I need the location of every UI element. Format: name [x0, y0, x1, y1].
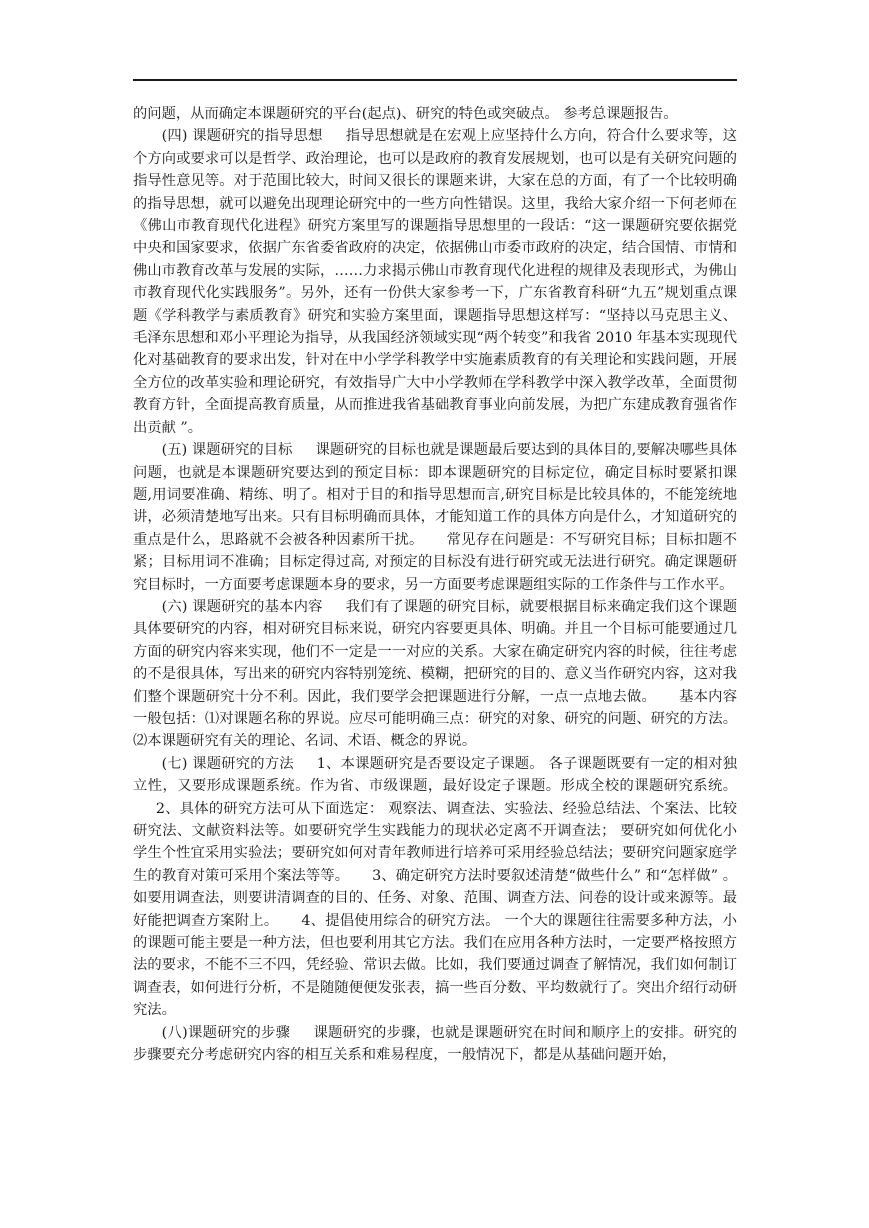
paragraph-research-methods: [133, 753, 737, 1022]
paragraph-basic-content: [133, 596, 737, 753]
section-heading: (四) 课题研究的指导思想: [161, 128, 323, 145]
text-run: 4、提倡使用综合的研究方法。 一个大的课题往往需要多种方法，小的课题可能主要是一种方法，但也要利用其它方法。我们在应用各种方法时，一定要严格按照方法的要求，不能不三不四，凭经验、常识去做。比如，我们要通过调查了解情况，我们如何制订调查表，如何进行分析，不是随随便便发张表，搞一些百分数、平均数就行了。突出介绍行动研究法。: [133, 912, 738, 1019]
section-heading: (六) 课题研究的基本内容: [161, 598, 323, 615]
paragraph-continuation: [133, 103, 737, 125]
text-run: 2、具体的研究方法可从下面选定： 观察法、调查法、实验法、经验总结法、个案法、比较研究法、文献资料法等。如要研究学生实践能力的现状必定离不开调查法； 要研究如何优化小学生个性宜采用实验法；要研究如何对青年教师进行培养可采用经验总结法；要研究问题家庭学生的教育对策可采用个案法等等。: [133, 800, 737, 884]
text-run: 我们有了课题的研究目标，就要根据目标来确定我们这个课题具体要研究的内容，相对研究目标来说，研究内容要更具体、明确。并且一个目标可能要通过几方面的研究内容来实现，他们不一定是一一对应的关系。大家在确定研究内容的时候，往往考虑的不是很具体，写出来的研究内容特别笼统、模糊，把研究的目的、意义当作研究内容，这对我们整个课题研究十分不利。因此，我们要学会把课题进行分解，一点一点地去做。: [133, 598, 738, 705]
text-run: 1、本课题研究是否要设定子课题。 各子课题既要有一定的相对独立性，又要形成课题系统。作为省、市级课题，最好设定子课题。形成全校的课题研究系统。: [133, 755, 738, 795]
section-heading: (八)课题研究的步骤: [161, 1024, 291, 1041]
text-run: 课题研究的目标也就是课题最后要达到的具体目的,要解决哪些具体问题，也就是本课题研究要达到的预定目标：即本课题研究的目标定位，确定目标时要紧扣课题,用词要准确、精练、明了。相对于目的和指导思想而言,研究目标是比较具体的，不能笼统地讲，必须清楚地写出来。只有目标明确而具体，才能知道工作的具体方向是什么，才知道研究的重点是什么，思路就不会被各种因素所干扰。: [133, 442, 737, 548]
text-run: 3、确定研究方法时要叙述清楚“做些什么” 和“怎样做” 。如要用调查法，则要讲清调查的目的、任务、对象、范围、调查方法、问卷的设计或来源等。最好能把调查方案附上。: [133, 867, 738, 929]
paragraph-research-goal: [133, 439, 737, 596]
text-run: 指导思想就是在宏观上应坚持什么方向，符合什么要求等，这个方向或要求可以是哲学、政治理论，也可以是政府的教育发展规划，也可以是有关研究问题的指导性意见等。对于范围比较大，时间又很长的课题来讲，大家在总的方面，有了一个比较明确的指导思想，就可以避免出现理论研究中的一些方向性错误。这里，我给大家介绍一下何老师在《佛山市教育现代化进程》研究方案里写的课题指导思想里的一段话：“这一课题研究要依据党中央和国家要求，依据广东省委省政府的决定，依据佛山市委市政府的决定，结合国情、市情和佛山市教育改革与发展的实际，……力求揭示佛山市教育现代化进程的规律及表现形式，为佛山市教育现代化实践服务”。另外，还有一份供大家参考一下，广东省教育科研“九五”规划重点课题《学科教学与素质教育》研究和实验方案里面，课题指导思想这样写：“坚持以马克思主义、毛泽东思想和邓小平理论为指导，从我国经济领域实现“两个转变”和我省 2010 年基本实现现代化对基础教育的要求出发，针对在中小学学科教学中实施素质教育的有关理论和实践问题，开展全方位的改革实验和理论研究，有效指导广大中小学教师在学科教学中深入教学改革，全面贯彻教育方针，全面提高教育质量，从而推进我省基础教育事业向前发展，为把广东建成教育强省作出贡献 ”。: [133, 128, 738, 436]
paragraph-guiding-thought: [133, 125, 737, 439]
section-heading: (五) 课题研究的目标: [161, 442, 293, 459]
section-heading: (七) 课题研究的方法: [161, 755, 294, 772]
text-run: 的问题，从而确定本课题研究的平台(起点)、研究的特色或突破点。 参考总课题报告。: [133, 106, 678, 122]
header-rule: [133, 79, 737, 81]
text-run: 基本内容一般包括：⑴对课题名称的界说。应尽可能明确三点：研究的对象、研究的问题、研究的方法。⑵本课题研究有关的理论、名词、术语、概念的界说。: [133, 688, 738, 750]
document-body: [133, 103, 737, 1066]
text-run: 常见存在问题是：不写研究目标；目标扣题不紧；目标用词不准确；目标定得过高, 对预定的目标没有进行研究或无法进行研究。确定课题研究目标时，一方面要考虑课题本身的要求，另一方面要考虑课题组实际的工作条件与工作水平。: [133, 531, 737, 593]
text-run: 课题研究的步骤，也就是课题研究在时间和顺序上的安排。研究的步骤要充分考虑研究内容的相互关系和难易程度，一般情况下，都是从基础问题开始，: [133, 1024, 738, 1064]
paragraph-research-steps: [133, 1022, 737, 1067]
